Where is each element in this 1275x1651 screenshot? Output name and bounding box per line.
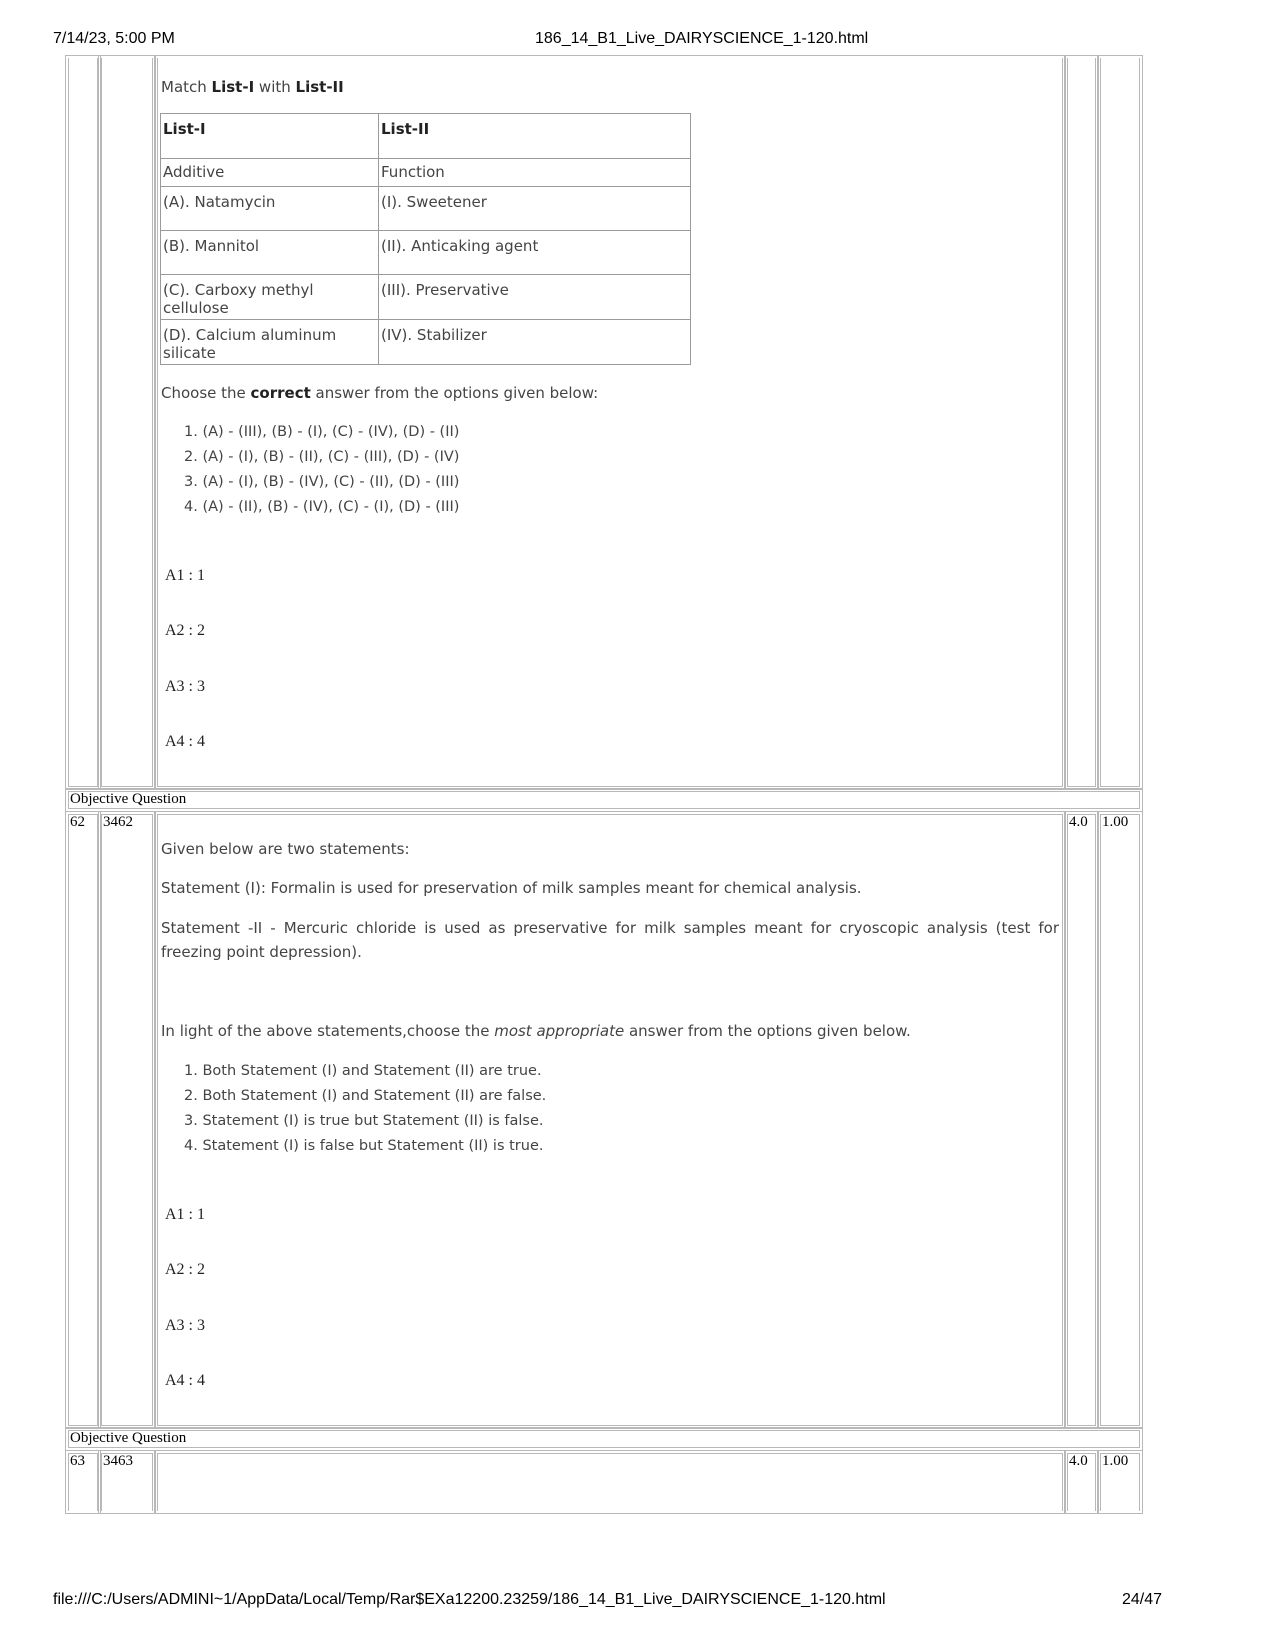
question-id: 3462	[103, 814, 133, 830]
page-indicator: 24/47	[1122, 1591, 1163, 1608]
answer-option-1: A1 : 1	[165, 1206, 205, 1223]
options-list-q61	[184, 420, 459, 520]
question-type-label: Objective Question	[70, 1430, 187, 1446]
match-instruction: Match List-I with List-II	[161, 78, 344, 96]
statement-1: Statement (I): Formalin is used for preservation of milk samples meant for chemical analysis.	[161, 879, 862, 897]
statement-2: Statement -II - Mercuric chloride is used as preservative for milk samples meant for cryoscopic analysis (test for freezing point depression).	[161, 919, 1059, 961]
table-cell: (C). Carboxy methyl cellulose	[161, 275, 379, 320]
list-item: 2. (A) - (I), (B) - (II), (C) - (III), (D) - (IV)	[184, 449, 460, 465]
answer-option-4: A4 : 4	[165, 733, 205, 750]
list-item: 3. (A) - (I), (B) - (IV), (C) - (II), (D) - (III)	[184, 474, 460, 490]
table-cell: (II). Anticaking agent	[379, 231, 691, 275]
table-cell: (I). Sweetener	[379, 187, 691, 231]
answer-option-2: A2 : 2	[165, 1261, 205, 1278]
table-cell: Function	[379, 159, 691, 187]
question-negative-marks: 1.00	[1102, 1453, 1129, 1469]
cell-qnum-q61	[68, 58, 98, 787]
answer-option-2: A2 : 2	[165, 622, 205, 639]
question-id: 3463	[103, 1453, 133, 1469]
list-item: 1. Both Statement (I) and Statement (II) are true.	[184, 1063, 542, 1079]
list-item: 2. Both Statement (I) and Statement (II) are false.	[184, 1088, 547, 1104]
light-instruction: In light of the above statements,choose the most appropriate answer from the options given below.	[161, 1022, 911, 1040]
list-item: 1. (A) - (III), (B) - (I), (C) - (IV), (D) - (II)	[184, 424, 460, 440]
question-number: 62	[70, 814, 85, 830]
options-list-q62	[184, 1059, 546, 1159]
table-cell: (III). Preservative	[379, 275, 691, 320]
cell-qid-q61	[101, 58, 153, 787]
list-item: 3. Statement (I) is true but Statement (II) is false.	[184, 1113, 544, 1129]
question-type-bar	[68, 791, 1140, 809]
table-cell: (IV). Stabilizer	[379, 320, 691, 365]
document-title: 186_14_B1_Live_DAIRYSCIENCE_1-120.html	[535, 30, 869, 47]
table-cell: (B). Mannitol	[161, 231, 379, 275]
question-marks: 4.0	[1069, 814, 1088, 830]
question-type-label: Objective Question	[70, 791, 187, 807]
statements-intro: Given below are two statements:	[161, 840, 410, 858]
cell-question-q63	[157, 1453, 1063, 1511]
answer-option-1: A1 : 1	[165, 567, 205, 584]
cell-negative-q62	[1100, 814, 1140, 1426]
cell-qnum-q62	[68, 814, 98, 1426]
answer-option-4: A4 : 4	[165, 1372, 205, 1389]
cell-marks-q61	[1067, 58, 1096, 787]
table-header-list2: List-II	[379, 114, 691, 159]
question-number: 63	[70, 1453, 85, 1469]
table-header-list1: List-I	[161, 114, 379, 159]
answer-option-3: A3 : 3	[165, 1317, 205, 1334]
list-item: 4. Statement (I) is false but Statement (II) is true.	[184, 1138, 544, 1154]
cell-negative-q61	[1100, 58, 1140, 787]
list-item: 4. (A) - (II), (B) - (IV), (C) - (I), (D) - (III)	[184, 499, 460, 515]
table-cell: (D). Calcium aluminum silicate	[161, 320, 379, 365]
cell-marks-q62	[1067, 814, 1096, 1426]
match-table	[160, 113, 691, 365]
question-type-bar	[68, 1430, 1140, 1448]
print-timestamp: 7/14/23, 5:00 PM	[53, 30, 175, 47]
cell-qid-q62	[101, 814, 153, 1426]
answer-option-3: A3 : 3	[165, 678, 205, 695]
choose-instruction: Choose the correct answer from the options given below:	[161, 384, 599, 402]
file-path: file:///C:/Users/ADMINI~1/AppData/Local/Temp/Rar$EXa12200.23259/186_14_B1_Live_DAIRYSCIENCE_1-120.html	[53, 1591, 886, 1608]
table-cell: Additive	[161, 159, 379, 187]
question-marks: 4.0	[1069, 1453, 1088, 1469]
question-negative-marks: 1.00	[1102, 814, 1129, 830]
table-cell: (A). Natamycin	[161, 187, 379, 231]
